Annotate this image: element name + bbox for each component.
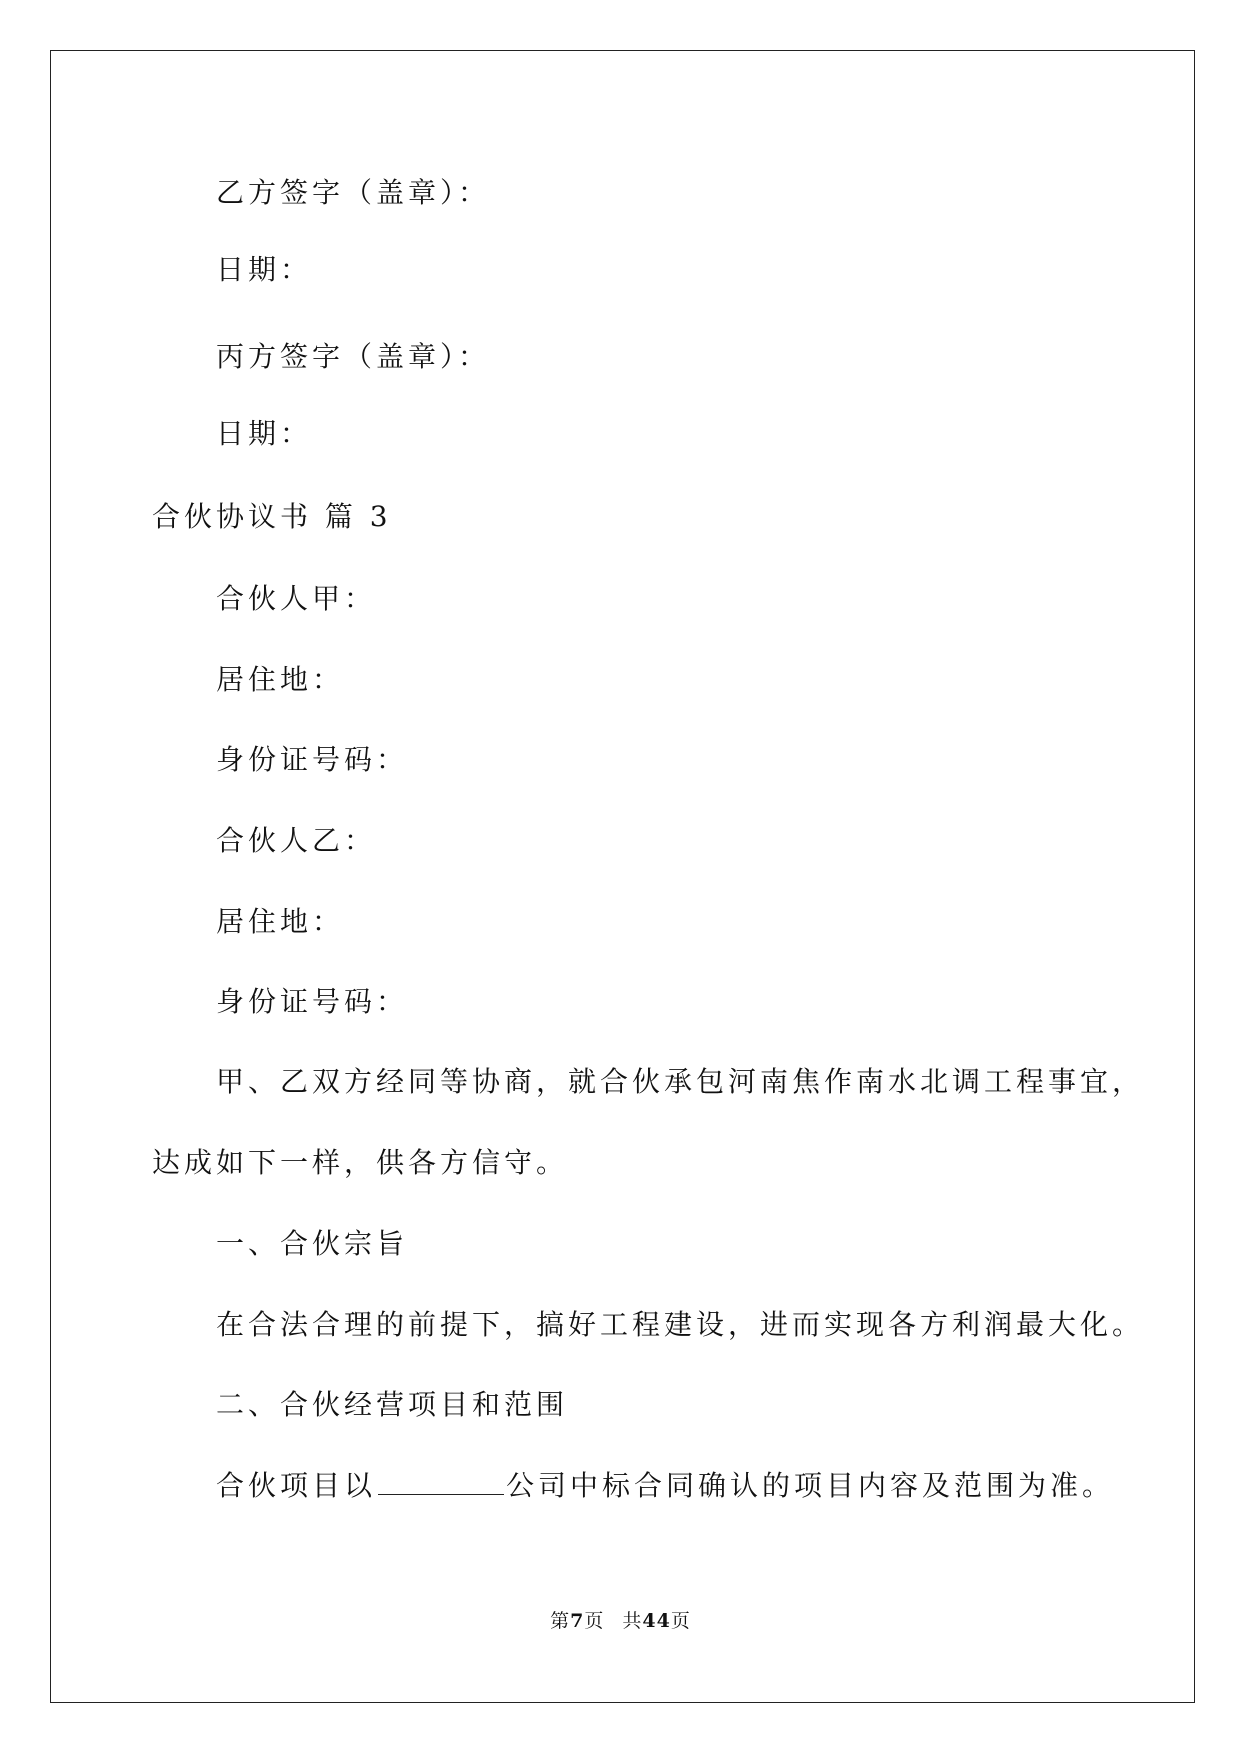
- partner-a-residence-line: 居住地：: [216, 663, 345, 696]
- footer-total-suffix: 页: [670, 1610, 691, 1632]
- preamble-paragraph-line-1: 甲、乙双方经同等协商，就合伙承包河南焦作南水北调工程事宜，: [216, 1065, 1145, 1098]
- partner-b-id-line: 身份证号码：: [216, 985, 409, 1018]
- partner-a-id-line: 身份证号码：: [216, 743, 409, 776]
- section-heading: 合伙协议书 篇 3: [152, 500, 392, 533]
- footer-total-prefix: 共: [622, 1610, 643, 1632]
- footer-total-pages: 44: [642, 1610, 671, 1632]
- clause-after-text: 公司中标合同确认的项目内容及范围为准。: [506, 1469, 1115, 1502]
- footer-prefix: 第: [550, 1610, 571, 1632]
- partner-b-residence-line: 居住地：: [216, 905, 345, 938]
- party-b-signature-line: 乙方签字（盖章）：: [216, 176, 491, 209]
- preamble-paragraph-line-2: 达成如下一样，供各方信守。: [152, 1146, 569, 1179]
- footer-current-page: 7: [570, 1610, 585, 1632]
- party-b-date-line: 日期：: [216, 253, 313, 286]
- footer-page-word: 页: [584, 1610, 605, 1632]
- partner-a-line: 合伙人甲：: [216, 582, 377, 615]
- partner-b-line: 合伙人乙：: [216, 824, 377, 857]
- section-two-body: [216, 1466, 1114, 1506]
- section-one-body: 在合法合理的前提下，搞好工程建设，进而实现各方利润最大化。: [216, 1308, 1145, 1341]
- party-c-date-line: 日期：: [216, 417, 313, 450]
- party-c-signature-line: 丙方签字（盖章）：: [216, 340, 491, 373]
- section-two-heading: 二、合伙经营项目和范围: [216, 1388, 569, 1421]
- fill-in-blank: [378, 1468, 504, 1495]
- clause-before-text: 合伙项目以: [216, 1469, 377, 1502]
- page-border: [50, 50, 1195, 1703]
- page-footer: [0, 1609, 1241, 1633]
- section-one-heading: 一、合伙宗旨: [216, 1227, 409, 1260]
